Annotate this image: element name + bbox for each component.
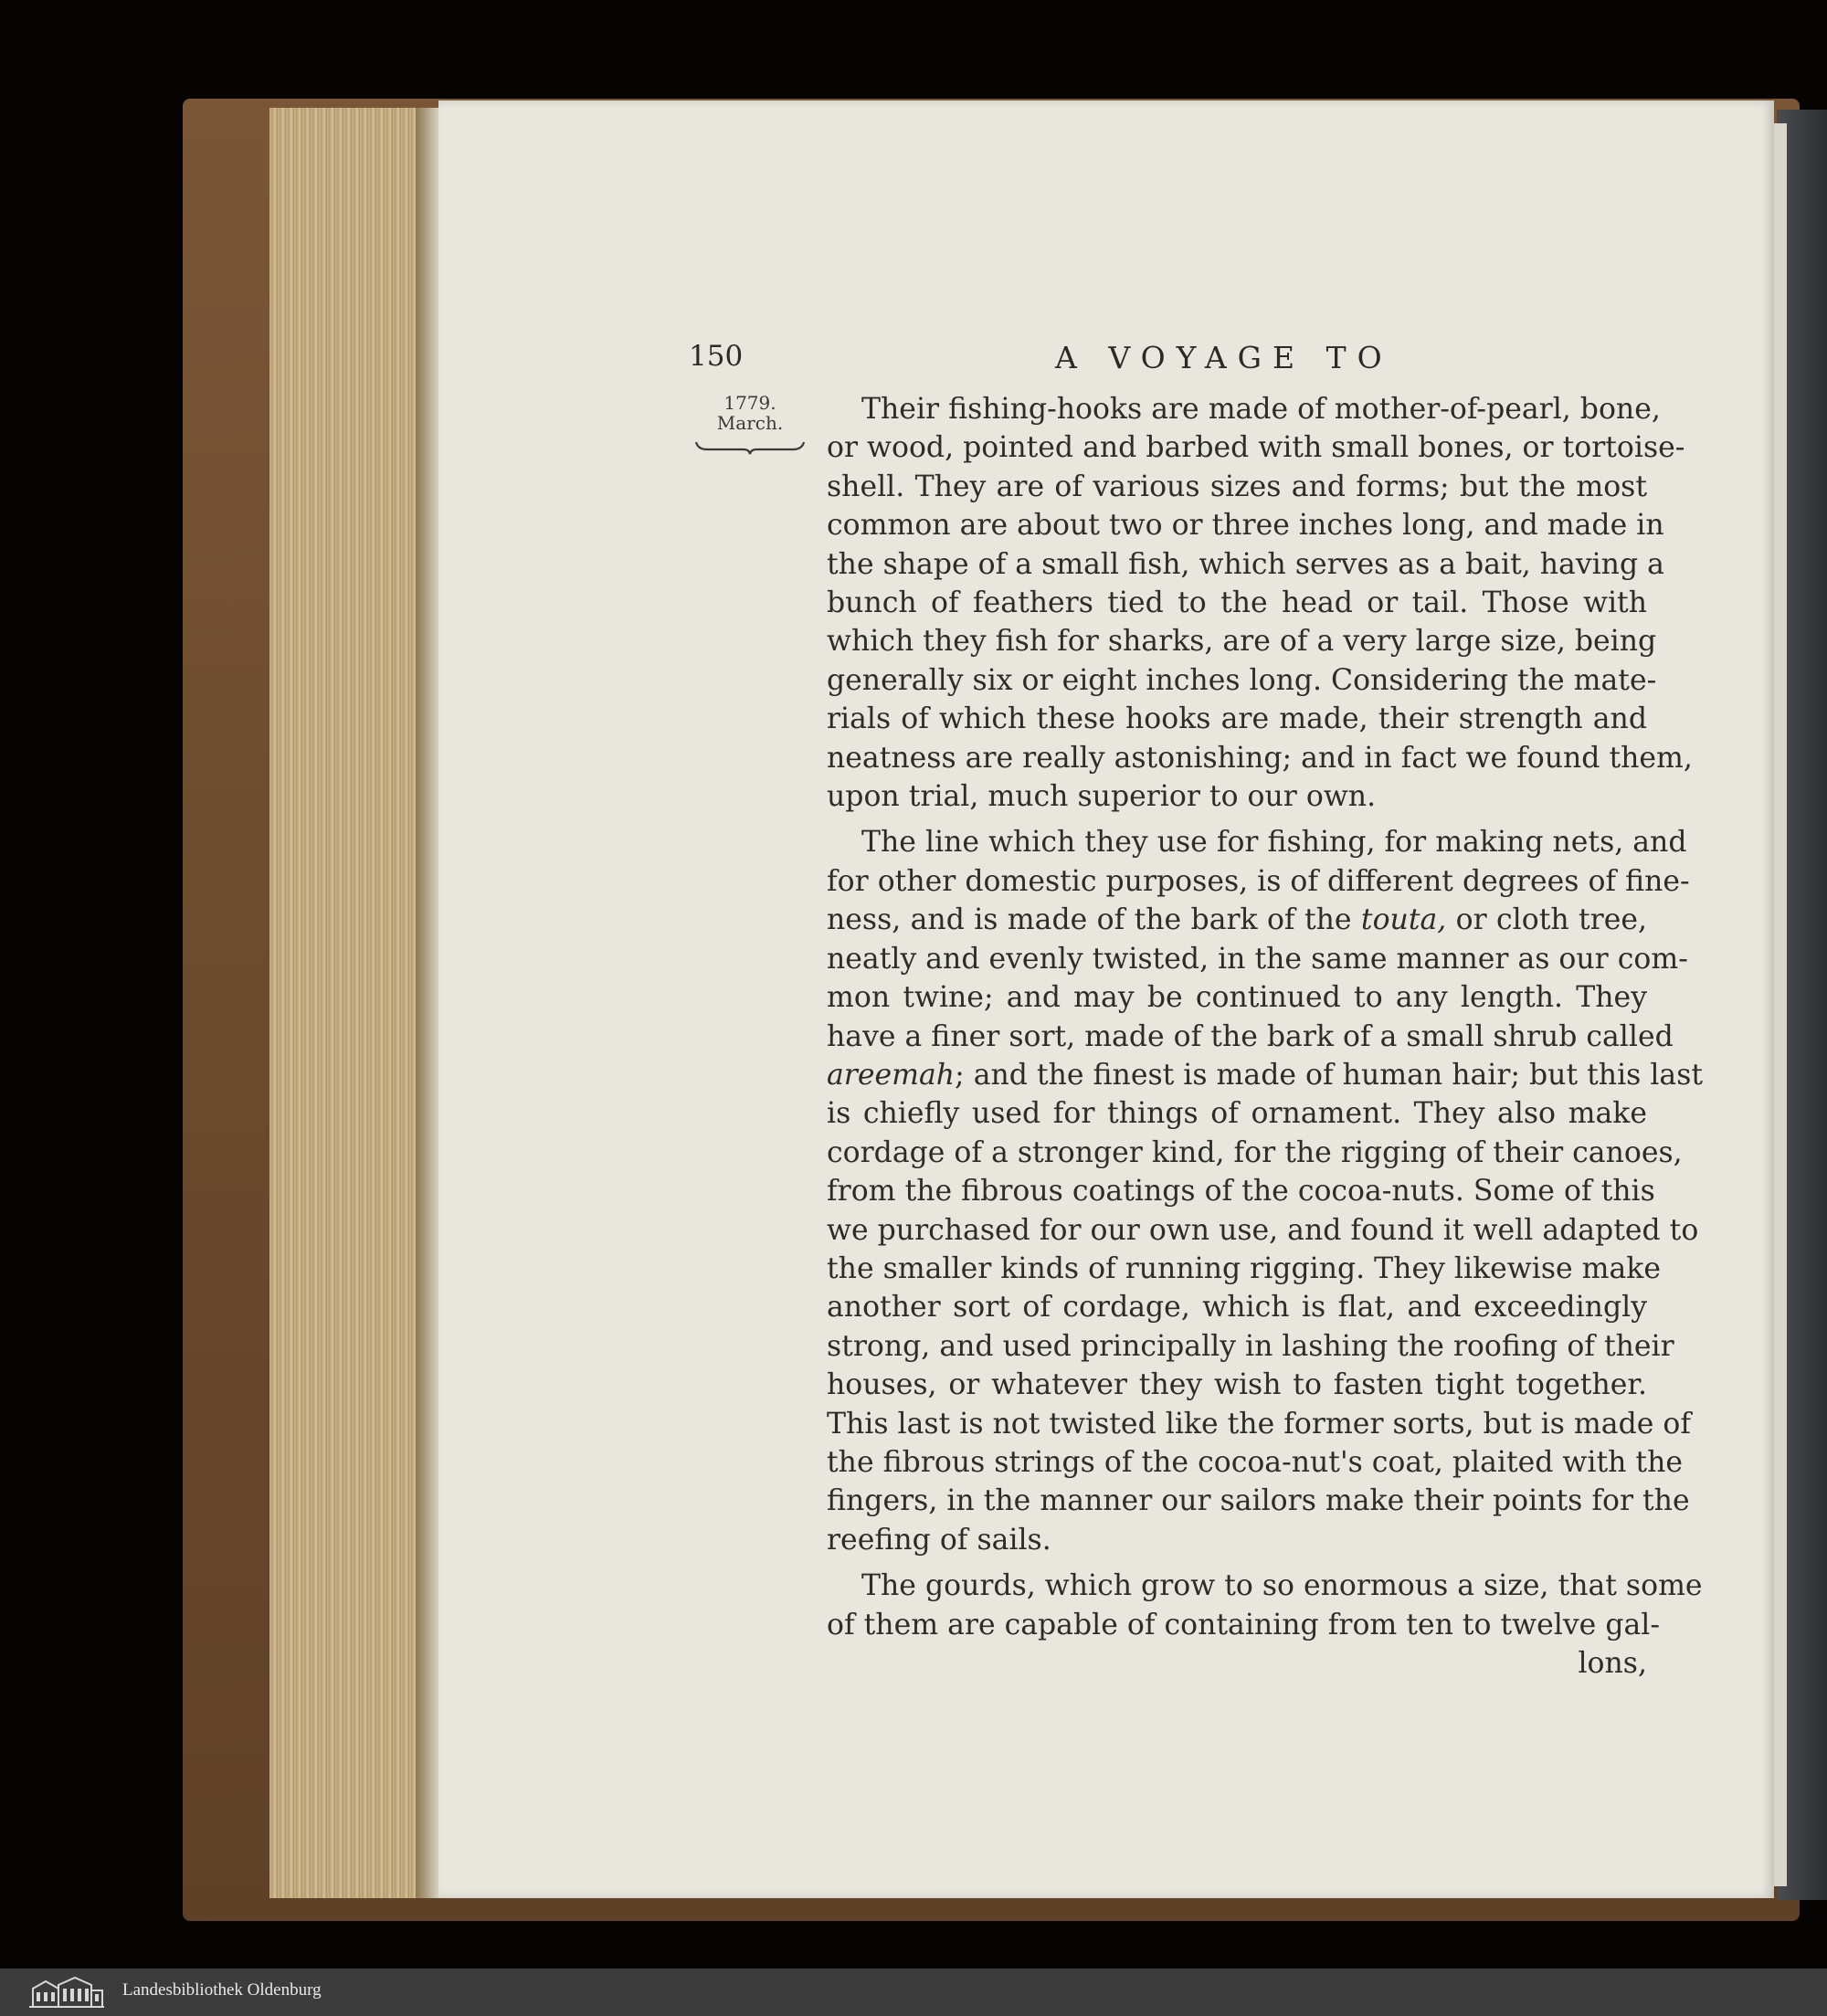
text-line: the smaller kinds of running rigging. They likewise make <box>827 1251 1662 1285</box>
text-line: of them are capable of containing from ten to twelve gal- <box>827 1608 1660 1641</box>
text-line-areemah <box>827 1056 1704 1094</box>
curly-brace-icon <box>694 438 806 455</box>
paragraph-gourds <box>827 1567 1703 1683</box>
text-line: is chiefly used for things of ornament. They also make <box>827 1097 1647 1131</box>
text-line: rials of which these hooks are made, their strength and <box>827 702 1647 736</box>
text-line: reefing of sails. <box>827 1523 1051 1557</box>
italic-touta: touta, <box>1360 903 1447 937</box>
running-head: A VOYAGE TO <box>1055 340 1393 375</box>
library-building-icon <box>26 1976 108 2009</box>
text-line: strong, and used principally in lashing the roofing of their <box>827 1329 1674 1363</box>
catchword: lons, <box>1578 1647 1647 1680</box>
text-line: The gourds, which grow to so enormous a size, that some <box>861 1569 1703 1603</box>
text-line: neatly and evenly twisted, in the same manner as our com- <box>827 942 1688 976</box>
text-line: generally six or eight inches long. Considering the mate- <box>827 663 1657 697</box>
text-line: neatness are really astonishing; and in fact we found them, <box>827 741 1693 775</box>
text-line: we purchased for our own use, and found it well adapted to <box>827 1213 1699 1247</box>
text-line: Their fishing-hooks are made of mother-of-pearl, bone, <box>861 393 1661 426</box>
facing-page-edge <box>1774 123 1787 1886</box>
margin-month: March. <box>716 412 784 434</box>
text-line: the shape of a small fish, which serves as a bait, having a <box>827 547 1664 581</box>
text-line: common are about two or three inches long, and made in <box>827 509 1664 543</box>
text-line: upon trial, much superior to our own. <box>827 780 1377 814</box>
text-line: have a finer sort, made of the bark of a small shrub called <box>827 1019 1674 1053</box>
text-line: houses, or whatever they wish to fasten tight together. <box>827 1368 1647 1402</box>
italic-areemah: areemah <box>827 1058 956 1092</box>
text-fragment: or cloth tree, <box>1446 903 1648 937</box>
text-line: The line which they use for fishing, for making nets, and <box>861 826 1687 860</box>
text-line: shell. They are of various sizes and forms; but the most <box>827 470 1647 503</box>
text-line: cordage of a stronger kind, for the rigging of their canoes, <box>827 1135 1683 1169</box>
paragraph-fishing-line <box>827 823 1704 1559</box>
text-line: for other domestic purposes, is of different degrees of fine- <box>827 864 1690 898</box>
text-line: another sort of cordage, which is flat, and exceedingly <box>827 1291 1647 1325</box>
text-line: which they fish for sharks, are of a very large size, being <box>827 625 1657 659</box>
text-line: This last is not twisted like the former sorts, but is made of <box>827 1407 1692 1441</box>
text-line: from the fibrous coatings of the cocoa-nuts. Some of this <box>827 1175 1655 1209</box>
text-line: the fibrous strings of the cocoa-nut's coat, plaited with the <box>827 1445 1684 1479</box>
margin-year: 1779. <box>723 392 776 414</box>
library-name: Landesbibliothek Oldenburg <box>122 1980 322 2000</box>
text-line: mon twine; and may be continued to any length. They <box>827 981 1647 1015</box>
text-fragment: ; and the finest is made of human hair; but this last <box>955 1058 1704 1092</box>
text-line: or wood, pointed and barbed with small bones, or tortoise- <box>827 431 1685 465</box>
library-footer-bar <box>0 1969 1827 2016</box>
page-number: 150 <box>689 340 744 373</box>
paragraph-fishing-hooks <box>827 390 1693 816</box>
page-edges <box>269 108 434 1898</box>
text-fragment: ness, and is made of the bark of the <box>827 903 1352 937</box>
text-line: bunch of feathers tied to the head or tail. Those with <box>827 586 1647 620</box>
text-line: fingers, in the manner our sailors make their points for the <box>827 1484 1690 1518</box>
text-line-touta <box>827 901 1647 939</box>
body-text <box>827 390 1704 1683</box>
margin-note <box>694 393 806 455</box>
